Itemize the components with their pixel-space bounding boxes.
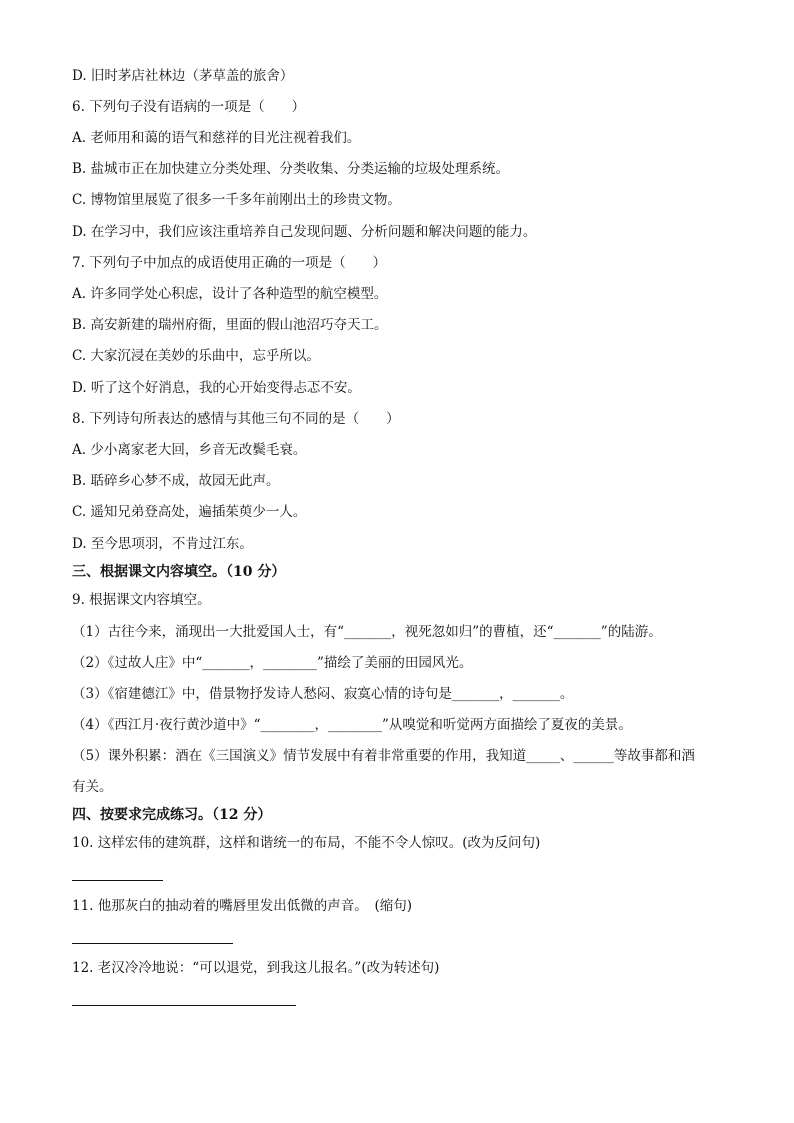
q12-stem: 12. 老汉冷冷地说：“可以退党，到我这儿报名。”(改为转述句) <box>72 960 440 976</box>
section-4-heading: 四、按要求完成练习。（12 分） <box>72 807 272 823</box>
q9-part-1: （1）古往今来，涌现出一大批爱国人士，有“_______，视死忽如归”的曹植，还“_______”的陆游。 <box>72 624 662 640</box>
q6-option-b: B. 盐城市正在加快建立分类处理、分类收集、分类运输的垃圾处理系统。 <box>72 161 510 177</box>
q8-option-c: C. 遥知兄弟登高处，遍插茱萸少一人。 <box>72 504 307 520</box>
q12-answer-line <box>72 1005 296 1006</box>
q7-option-a: A. 许多同学处心积虑，设计了各种造型的航空模型。 <box>72 286 388 302</box>
q8-option-d: D. 至今思项羽，不肯过江东。 <box>72 536 253 552</box>
q7-option-b: B. 高安新建的瑞州府衙，里面的假山池沼巧夺天工。 <box>72 317 388 333</box>
q11-answer-line <box>72 943 233 944</box>
q6-stem: 6. 下列句子没有语病的一项是（ ） <box>72 99 306 115</box>
q11-stem: 11. 他那灰白的抽动着的嘴唇里发出低微的声音。 (缩句) <box>72 898 413 914</box>
section-3-heading: 三、根据课文内容填空。（10 分） <box>72 564 286 580</box>
q9-part-5-cont: 有关。 <box>72 779 113 795</box>
q9-part-4: （4）《西江月·夜行黄沙道中》“________，________”从嗅觉和听觉两方面描绘了夏夜的美景。 <box>72 717 632 733</box>
q9-part-2: （2）《过故人庄》中“_______，________”描绘了美丽的田园风光。 <box>72 655 473 671</box>
q8-stem: 8. 下列诗句所表达的感情与其他三句不同的是（ ） <box>72 411 400 427</box>
q8-option-b: B. 聒碎乡心梦不成，故园无此声。 <box>72 473 280 489</box>
q6-option-a: A. 老师用和蔼的语气和慈祥的目光注视着我们。 <box>72 130 361 146</box>
q10-answer-line <box>72 880 163 881</box>
q9-stem: 9. 根据课文内容填空。 <box>72 592 211 608</box>
q5-option-d: D. 旧时茅店社林边（茅草盖的旅舍） <box>72 68 294 84</box>
q8-option-a: A. 少小离家老大回，乡音无改鬓毛衰。 <box>72 442 307 458</box>
q9-part-5: （5）课外积累：酒在《三国演义》情节发展中有着非常重要的作用，我知道_____、______等故事都和酒 <box>72 748 695 764</box>
q10-stem: 10. 这样宏伟的建筑群，这样和谐统一的布局，不能不令人惊叹。(改为反问句) <box>72 835 541 851</box>
q9-part-3: （3）《宿建德江》中，借景物抒发诗人愁闷、寂寞心情的诗句是_______，_______。 <box>72 686 574 702</box>
q7-option-c: C. 大家沉浸在美妙的乐曲中，忘乎所以。 <box>72 348 320 364</box>
q6-option-d: D. 在学习中，我们应该注重培养自己发现问题、分析问题和解决问题的能力。 <box>72 224 537 240</box>
q7-option-d: D. 听了这个好消息，我的心开始变得忐忑不安。 <box>72 380 361 396</box>
q7-stem: 7. 下列句子中加点的成语使用正确的一项是（ ） <box>72 255 387 271</box>
q6-option-c: C. 博物馆里展览了很多一千多年前刚出土的珍贵文物。 <box>72 192 401 208</box>
